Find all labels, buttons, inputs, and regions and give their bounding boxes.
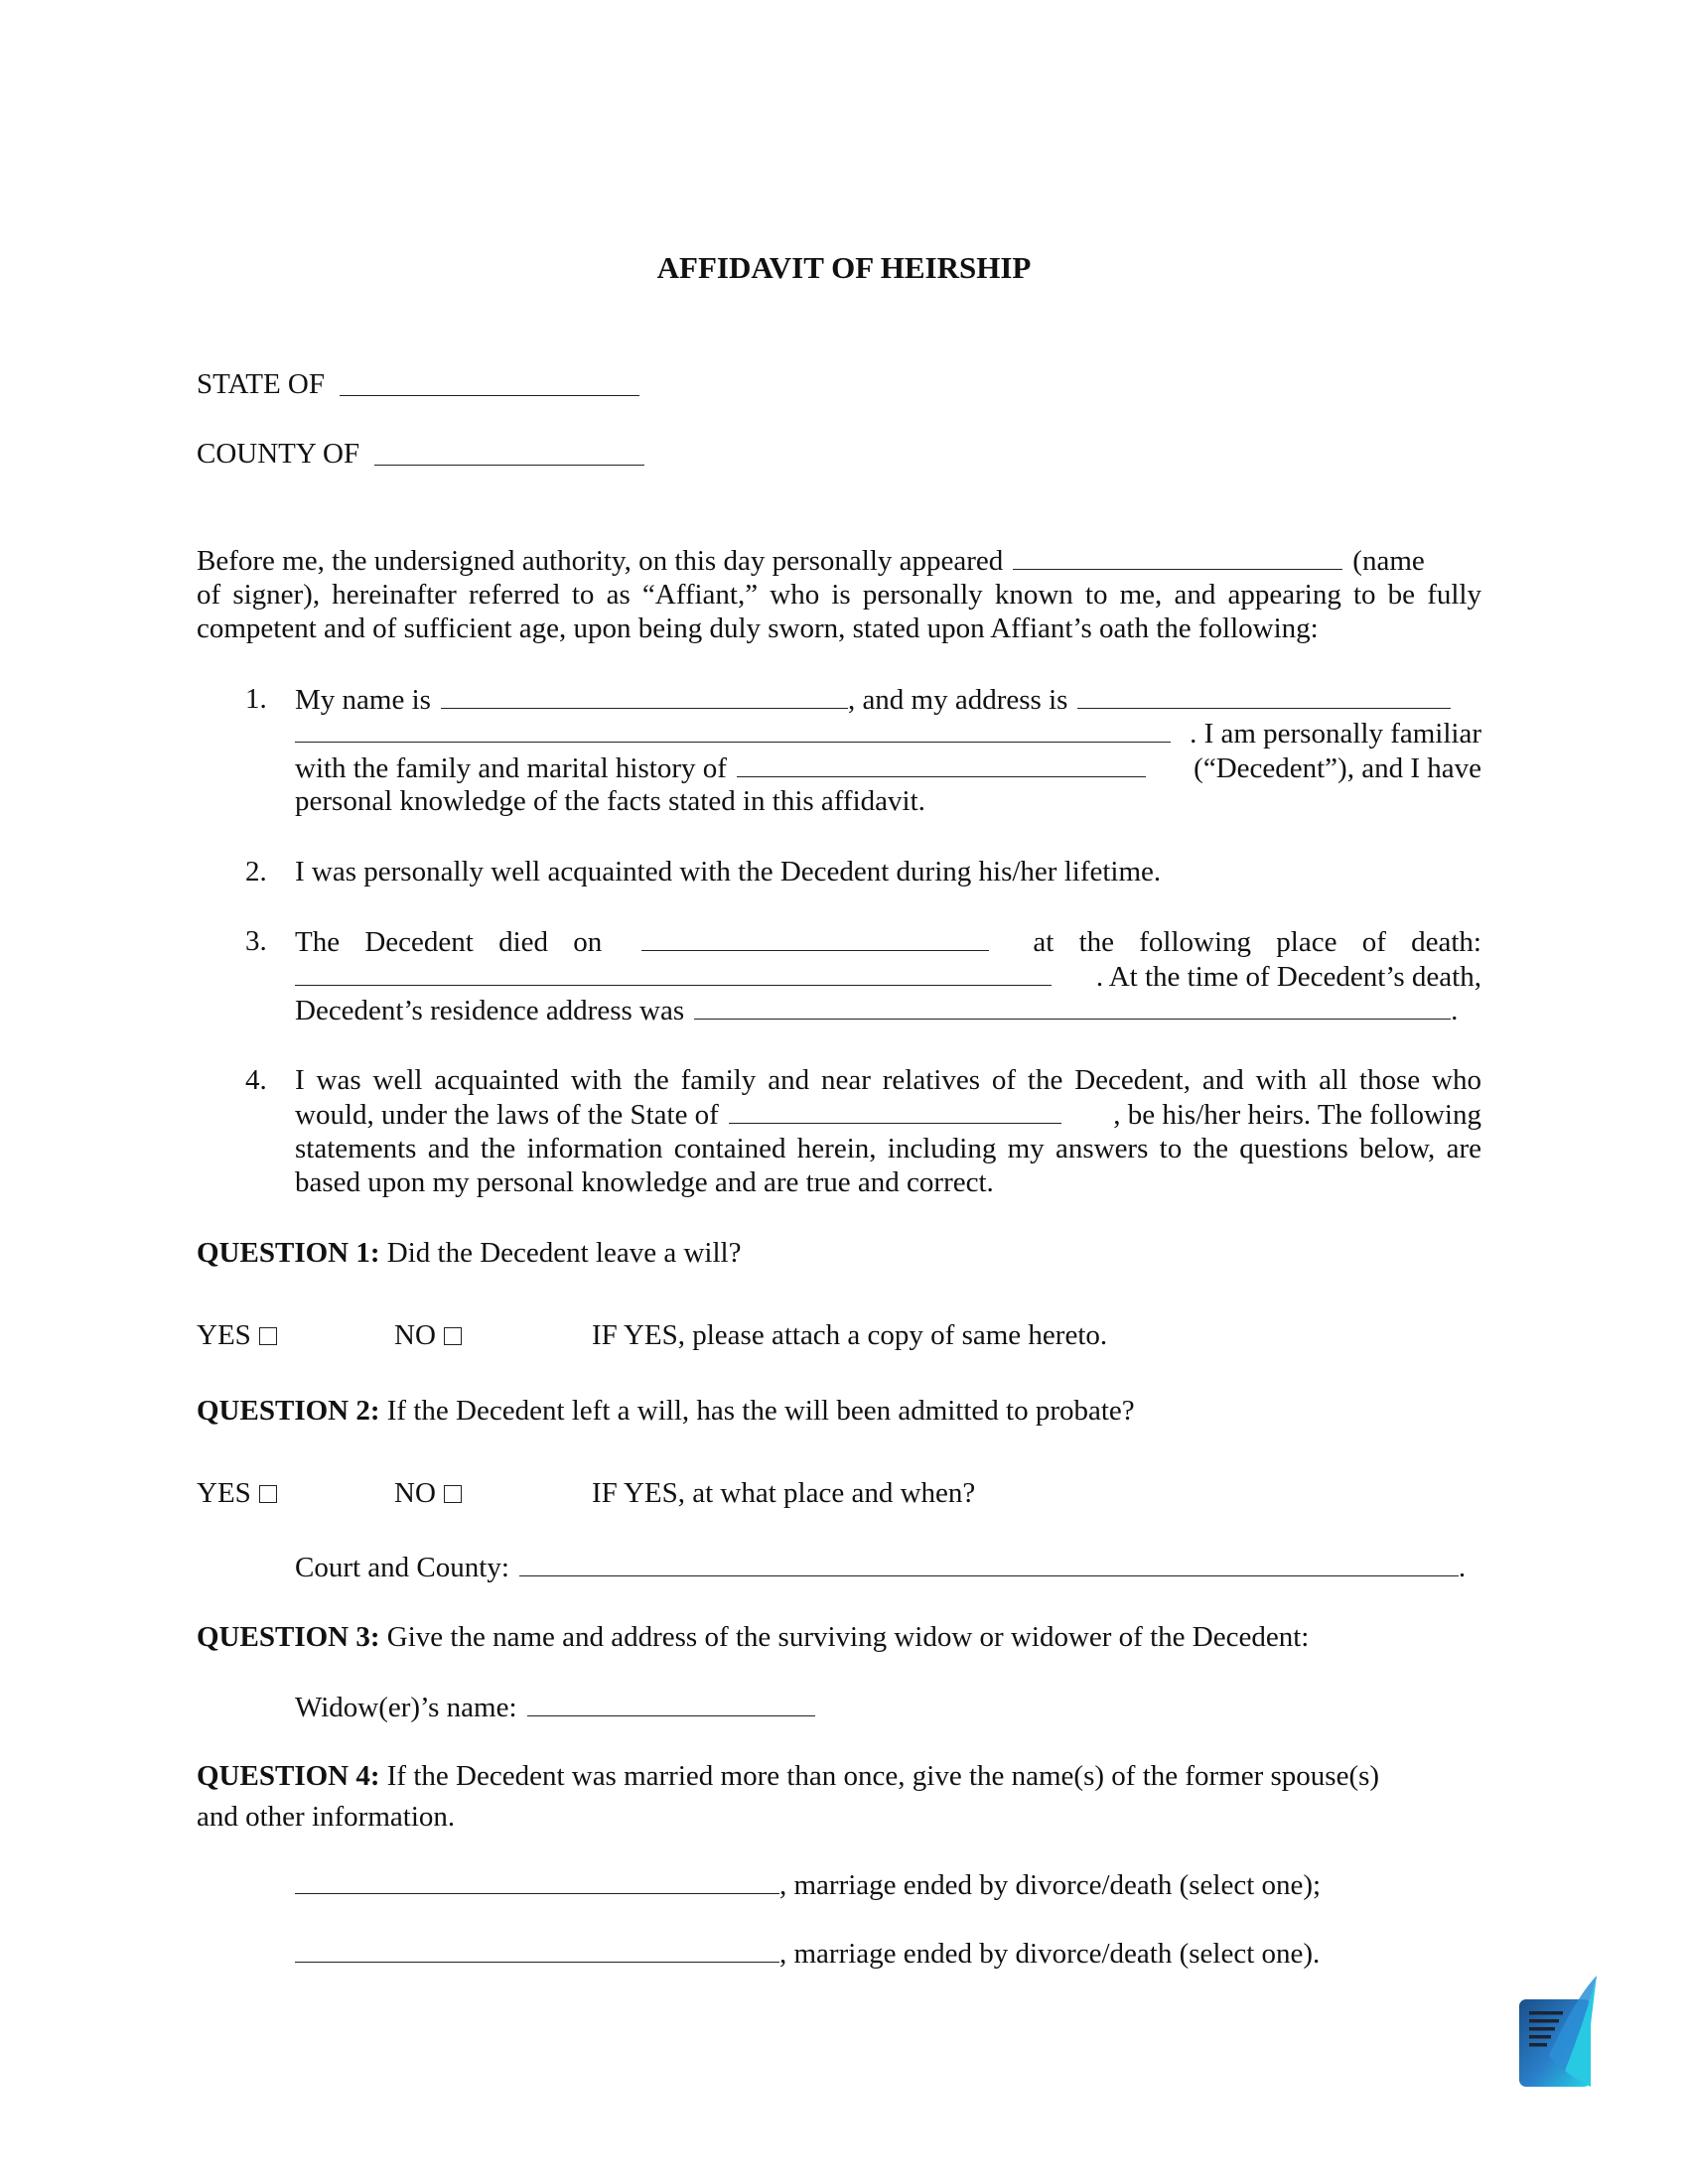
intro-line-2: of signer), hereinafter referred to as “Affiant,” who is personally known to me, and appearing to be fully [197, 579, 1481, 611]
county-line [197, 437, 644, 472]
intro-text-1a: Before me, the undersigned authority, on this day personally appeared [197, 545, 1004, 577]
date-of-death-blank[interactable] [641, 924, 989, 951]
q2-yes-label: YES [197, 1477, 251, 1509]
former-spouse-blank-1[interactable] [295, 1867, 779, 1894]
question-3 [197, 1620, 1309, 1655]
item-2-text: I was personally well acquainted with the Decedent during his/her lifetime. [295, 856, 1162, 887]
place-of-death-blank[interactable] [295, 959, 1052, 986]
question-4-text-2: and other information. [197, 1801, 456, 1833]
intro-line-3: competent and of sufficient age, upon being duly sworn, stated upon Affiant’s oath the following: [197, 613, 1319, 644]
county-label: COUNTY OF [197, 438, 360, 470]
item-2-number: 2. [245, 856, 267, 887]
item-3-text-b: at the following place of death: [1033, 926, 1481, 958]
signer-name-blank[interactable] [1013, 543, 1342, 570]
residence-address-blank[interactable] [694, 993, 1451, 1020]
item-4-number: 4. [245, 1064, 267, 1096]
decedent-name-blank[interactable] [737, 751, 1146, 777]
q1-yes-option[interactable] [197, 1318, 277, 1353]
item-1-text-a: My name is [295, 684, 431, 716]
q2-no-checkbox[interactable] [444, 1485, 462, 1503]
item-1-text-d: with the family and marital history of [295, 752, 727, 784]
item-3-text-c: . At the time of Decedent’s death, [1095, 961, 1481, 993]
widow-name-line [295, 1690, 815, 1725]
question-3-text: Give the name and address of the surviving widow or widower of the Decedent: [386, 1621, 1310, 1653]
item-3-number: 3. [245, 925, 267, 957]
item-1-line-1 [295, 682, 1472, 718]
item-4-text-b1: would, under the laws of the State of [295, 1099, 719, 1131]
q1-no-label: NO [394, 1319, 436, 1351]
item-3-line-2 [295, 959, 1481, 995]
item-4-text-b2: , be his/her heirs. The following [1113, 1099, 1481, 1131]
state-line [197, 367, 639, 402]
item-1-line-2 [295, 716, 1481, 751]
intro-line-1 [197, 543, 1481, 579]
item-1-line-3 [295, 751, 1481, 786]
q1-no-option[interactable] [394, 1318, 462, 1353]
affiant-address-blank-2[interactable] [295, 716, 1171, 743]
question-2 [197, 1394, 1135, 1429]
item-3-line-1 [295, 924, 1481, 960]
q2-yes-option[interactable] [197, 1476, 277, 1511]
item-3-text-d: Decedent’s residence address was [295, 995, 685, 1026]
q2-no-label: NO [394, 1477, 436, 1509]
question-3-label: QUESTION 3: [197, 1621, 380, 1653]
q2-note: IF YES, at what place and when? [592, 1477, 976, 1509]
item-1-text-b: , and my address is [847, 684, 1068, 716]
question-4-label: QUESTION 4: [197, 1760, 380, 1792]
question-4 [197, 1759, 1379, 1794]
item-3-text-a: The Decedent died on [295, 926, 603, 958]
former-spouse-line-2 [295, 1936, 1320, 1972]
question-1-label: QUESTION 1: [197, 1237, 380, 1269]
court-county-blank[interactable] [519, 1550, 1459, 1576]
court-county-line [295, 1550, 1466, 1585]
question-2-text: If the Decedent left a will, has the will been admitted to probate? [386, 1395, 1135, 1427]
item-3-line-3 [295, 993, 1458, 1028]
affiant-name-blank[interactable] [441, 682, 848, 709]
q1-note: IF YES, please attach a copy of same hereto. [592, 1319, 1108, 1351]
widow-name-blank[interactable] [527, 1690, 815, 1716]
question-1-text: Did the Decedent leave a will? [386, 1237, 742, 1269]
former-spouse-text-1: , marriage ended by divorce/death (select one); [779, 1869, 1322, 1901]
item-4-line-4: based upon my personal knowledge and are true and correct. [295, 1166, 994, 1198]
heirs-state-blank[interactable] [729, 1097, 1061, 1124]
court-county-label: Court and County: [295, 1552, 509, 1583]
document-title: AFFIDAVIT OF HEIRSHIP [656, 250, 1032, 285]
state-label: STATE OF [197, 368, 325, 400]
item-4-line-2 [295, 1097, 1481, 1133]
court-county-end: . [1458, 1552, 1467, 1583]
county-blank[interactable] [374, 439, 644, 466]
question-4-text: If the Decedent was married more than once, give the name(s) of the former spouse(s) [386, 1760, 1380, 1792]
widow-name-label: Widow(er)’s name: [295, 1692, 517, 1723]
former-spouse-text-2: , marriage ended by divorce/death (select one). [779, 1938, 1321, 1970]
q2-yes-checkbox[interactable] [259, 1485, 277, 1503]
item-1-number: 1. [245, 683, 267, 715]
former-spouse-blank-2[interactable] [295, 1936, 779, 1963]
item-1-line-4: personal knowledge of the facts stated in this affidavit. [295, 785, 925, 817]
affiant-address-blank-1[interactable] [1077, 682, 1451, 709]
item-1-text-e: (“Decedent”), and I have [1194, 752, 1481, 784]
intro-text-1b: (name [1352, 545, 1425, 577]
document-lines-logo-icon [1519, 1976, 1597, 2091]
item-1-text-c: . I am personally familiar [1190, 718, 1481, 750]
question-2-label: QUESTION 2: [197, 1395, 380, 1427]
q1-no-checkbox[interactable] [444, 1327, 462, 1345]
state-blank[interactable] [340, 369, 639, 396]
q2-no-option[interactable] [394, 1476, 462, 1511]
former-spouse-line-1 [295, 1867, 1321, 1903]
item-4-line-1: I was well acquainted with the family and near relatives of the Decedent, and with all those who [295, 1064, 1481, 1096]
question-1 [197, 1236, 741, 1271]
item-4-line-3: statements and the information contained herein, including my answers to the questions below, are [295, 1133, 1481, 1164]
q1-yes-checkbox[interactable] [259, 1327, 277, 1345]
item-3-text-e: . [1451, 995, 1459, 1026]
q1-yes-label: YES [197, 1319, 251, 1351]
